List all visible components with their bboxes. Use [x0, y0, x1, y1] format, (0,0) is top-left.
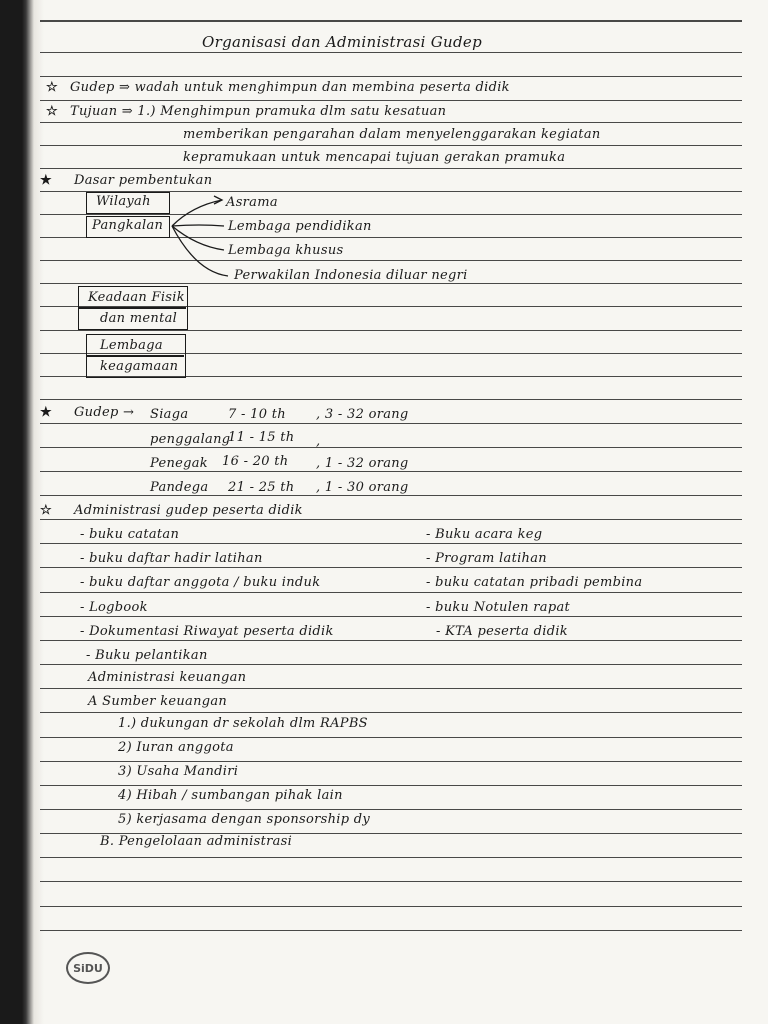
level-name: Penegak — [150, 456, 208, 471]
level-count: , 1 - 30 orang — [316, 480, 409, 495]
lembaga-label-1: Lembaga — [100, 338, 163, 353]
lembaga-label-2: keagamaan — [100, 359, 179, 374]
keuangan-heading: Administrasi keuangan — [88, 670, 247, 685]
keuangan-item: 4) Hibah / sumbangan pihak lain — [118, 788, 343, 803]
level-age: 21 - 25 th — [228, 480, 295, 495]
sidu-logo-text: SiDU — [73, 961, 103, 975]
admin-left-item: - buku daftar anggota / buku induk — [80, 575, 321, 590]
keuangan-item: 3) Usaha Mandiri — [118, 764, 239, 779]
pangkalan-label: Pangkalan — [92, 218, 164, 233]
admin-right-item: - Program latihan — [426, 551, 547, 566]
admin-left-item: - Buku pelantikan — [86, 648, 208, 663]
administrasi-heading: Administrasi gudep peserta didik — [74, 503, 303, 518]
admin-left-item: - buku catatan — [80, 527, 180, 542]
tujuan-line-2: memberikan pengarahan dalam menyelenggarakan kegiatan — [183, 127, 601, 142]
sidu-logo — [66, 952, 110, 984]
keuangan-item: 5) kerjasama dengan sponsorship dy — [118, 812, 371, 827]
wilayah-label: Wilayah — [96, 194, 151, 209]
pangkalan-item: Perwakilan Indonesia diluar negri — [234, 268, 468, 283]
star-bullet-icon: ★ — [40, 405, 52, 420]
level-age: 7 - 10 th — [228, 407, 286, 422]
star-bullet-icon: ☆ — [46, 104, 58, 119]
keuangan-sub-b: B. Pengelolaan administrasi — [100, 834, 293, 849]
level-count: , 1 - 32 orang — [316, 456, 409, 471]
admin-right-item: - KTA peserta didik — [436, 624, 568, 639]
keuangan-item: 1.) dukungan dr sekolah dlm RAPBS — [118, 716, 368, 731]
gudep-label: Gudep → — [74, 405, 135, 420]
admin-left-item: - Logbook — [80, 600, 148, 615]
page-title: Organisasi dan Administrasi Gudep — [202, 33, 482, 51]
star-bullet-icon: ☆ — [40, 503, 52, 518]
pangkalan-item: Asrama — [226, 195, 278, 210]
keadaan-label-2: dan mental — [100, 311, 178, 326]
admin-left-item: - buku daftar hadir latihan — [80, 551, 263, 566]
keuangan-item: 2) Iuran anggota — [118, 740, 234, 755]
admin-right-item: - buku catatan pribadi pembina — [426, 575, 643, 590]
pangkalan-item: Lembaga khusus — [228, 243, 344, 258]
star-bullet-icon: ☆ — [46, 80, 58, 95]
level-name: Pandega — [150, 480, 209, 495]
dasar-heading: Dasar pembentukan — [74, 173, 213, 188]
level-count: , — [316, 434, 321, 449]
keadaan-label-1: Keadaan Fisik — [88, 290, 185, 305]
keuangan-sub-a: A Sumber keuangan — [88, 694, 228, 709]
lembaga-box-divider — [86, 355, 184, 357]
pangkalan-item: Lembaga pendidikan — [228, 219, 372, 234]
tujuan-line-1: Tujuan ⇒ 1.) Menghimpun pramuka dlm satu kesatuan — [70, 104, 447, 119]
level-count: , 3 - 32 orang — [316, 407, 409, 422]
tujuan-line-3: kepramukaan untuk mencapai tujuan gerakan pramuka — [183, 150, 566, 165]
admin-left-item: - Dokumentasi Riwayat peserta didik — [80, 624, 334, 639]
level-age: 11 - 15 th — [228, 430, 295, 445]
star-bullet-icon: ★ — [40, 173, 52, 188]
admin-right-item: - buku Notulen rapat — [426, 600, 571, 615]
keadaan-box-divider — [78, 307, 186, 309]
level-name: Siaga — [150, 407, 189, 422]
gudep-definition: Gudep ⇒ wadah untuk menghimpun dan membina peserta didik — [70, 80, 510, 95]
level-name: penggalang — [150, 432, 231, 447]
admin-right-item: - Buku acara keg — [426, 527, 543, 542]
level-age: 16 - 20 th — [222, 454, 289, 469]
